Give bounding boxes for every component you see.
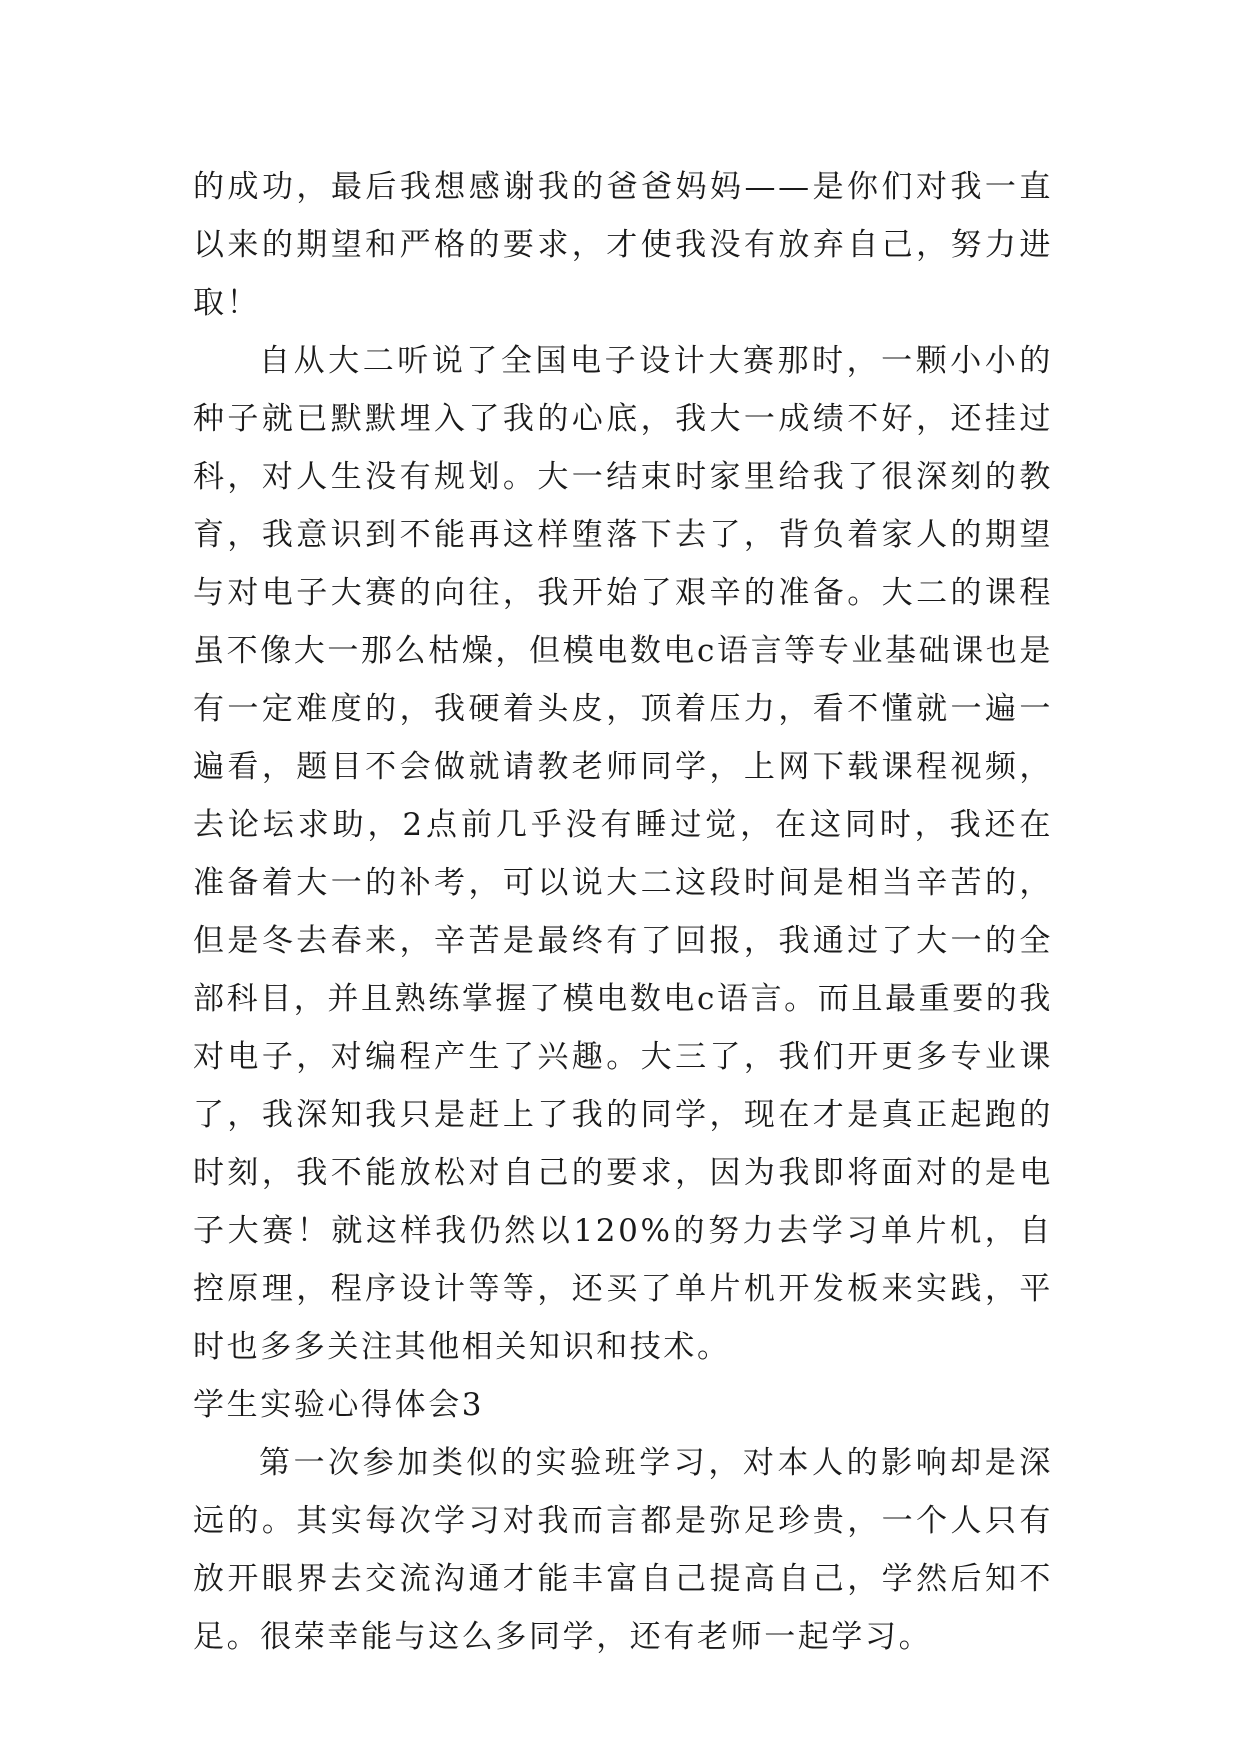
paragraph-experiment-class: 第一次参加类似的实验班学习，对本人的影响却是深远的。其实每次学习对我而言都是弥足珍贵，一个人只有放开眼界去交流沟通才能丰富自己提高自己，学然后知不足。很荣幸能与这么多同学，还有老师一起学习。 <box>193 1445 1053 1655</box>
paragraph-electronics-contest: 自从大二听说了全国电子设计大赛那时，一颗小小的种子就已默默埋入了我的心底，我大一成绩不好，还挂过科，对人生没有规划。大一结束时家里给我了很深刻的教育，我意识到不能再这样堕落下去了，背负着家人的期望与对电子大赛的向往，我开始了艰辛的准备。大二的课程虽不像大一那么枯燥，但模电数电c语言等专业基础课也是有一定难度的，我硬着头皮，顶着压力，看不懂就一遍一遍看，题目不会做就请教老师同学，上网下载课程视频，去论坛求助，2点前几乎没有睡过觉，在这同时，我还在准备着大一的补考，可以说大二这段时间是相当辛苦的，但是冬去春来，辛苦是最终有了回报，我通过了大一的全部科目，并且熟练掌握了模电数电c语言。而且最重要的我对电子，对编程产生了兴趣。大三了，我们开更多专业课了，我深知我只是赶上了我的同学，现在才是真正起跑的时刻，我不能放松对自己的要求，因为我即将面对的是电子大赛！就这样我仍然以120%的努力去学习单片机，自控原理，程序设计等等，还买了单片机开发板来实践，平时也多多关注其他相关知识和技术。 <box>193 343 1053 1365</box>
document-body <box>193 158 1053 1666</box>
paragraph-closing-thanks: 的成功，最后我想感谢我的爸爸妈妈——是你们对我一直以来的期望和严格的要求，才使我没有放弃自己，努力进取！ <box>193 169 1053 321</box>
section-heading: 学生实验心得体会3 <box>193 1387 485 1423</box>
